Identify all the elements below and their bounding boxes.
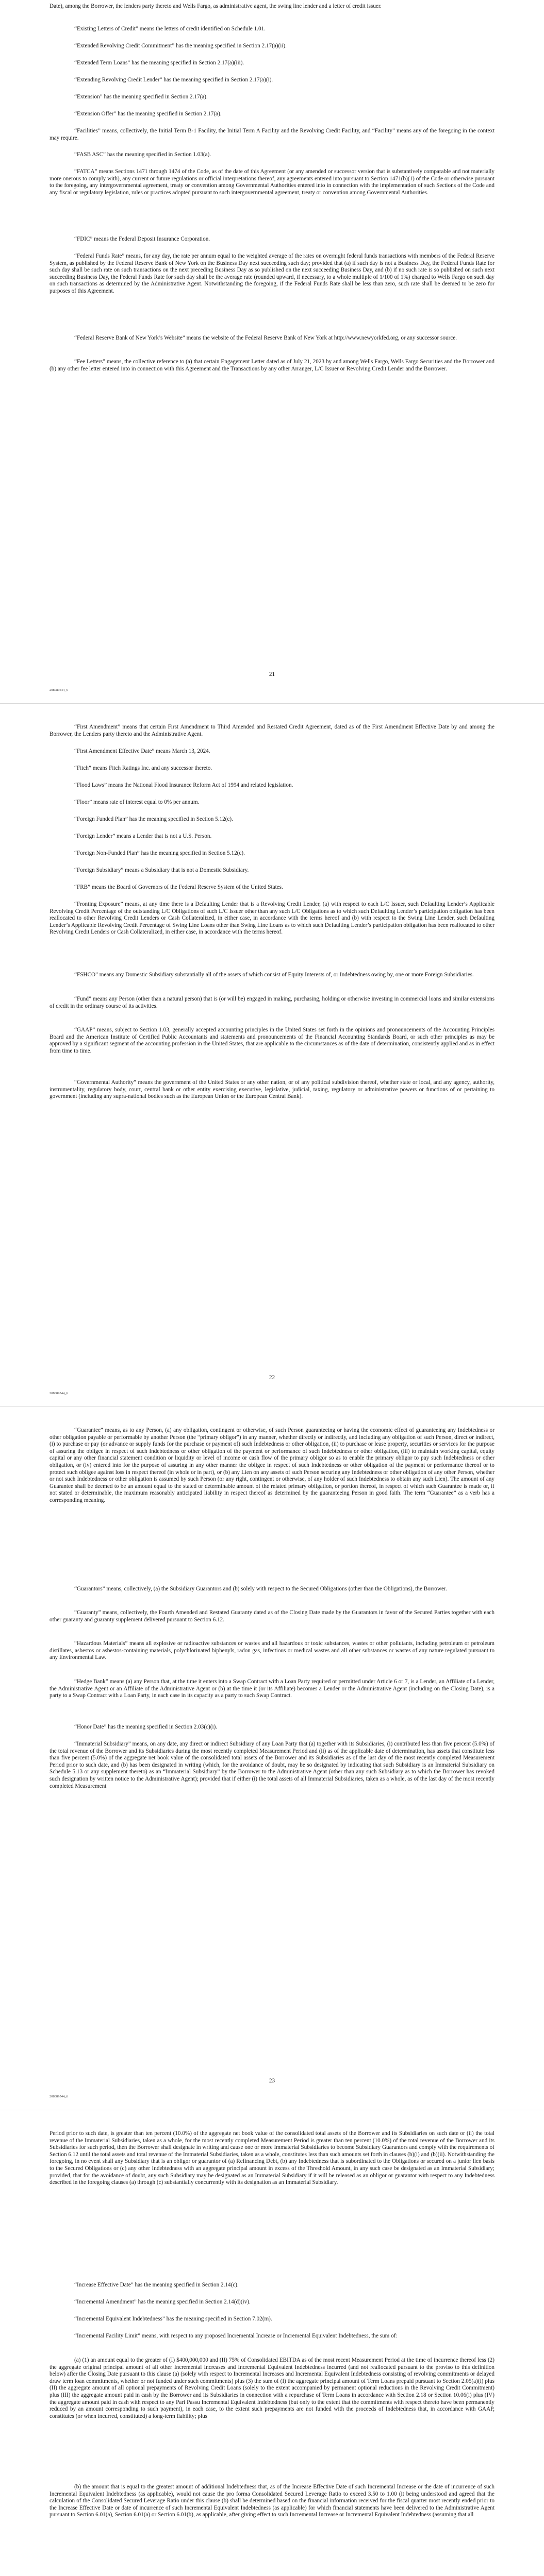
def-federal-funds-rate: “Federal Funds Rate” means, for any day, the rate per annum equal to the weighted average of the rates on overnight federal funds transactions with members of the Federal Reserve System, as published by the Federal Reserve Bank of New York on the Business Day next succeeding such day; provided that (a) if such day is not a Business Day, the Federal Funds Rate for such day shall be such rate on such transactions on the next preceding Business Day as so published on the next succeeding Business Day, and (b) if no such rate is so published on such next succeeding Business Day, the Federal Funds Rate for such day shall be the average rate (rounded upward, if necessary, to a whole multiple of 1/100 of 1%) charged to Wells Fargo on such day on such transactions as determined by the Administrative Agent. Notwithstanding the foregoing, if the Federal Funds Rate shall be less than zero, such rate shall be deemed to be zero for purposes of this Agreement. (50, 253, 494, 294)
def-extension-offer: “Extension Offer” has the meaning specified in Section 2.17(a). (74, 111, 222, 117)
def-frbny-website: “Federal Reserve Bank of New York’s Website” means the website of the Federal Reserve Bank of New York at http://www.newyorkfed.org, or any successor source. (74, 335, 457, 341)
def-extending-revolving-credit-lender: “Extending Revolving Credit Lender” has the meaning specified in Section 2.17(a)(i). (74, 77, 273, 83)
def-frb: “FRB” means the Board of Governors of the Federal Reserve System of the United States. (74, 884, 283, 890)
def-extended-revolving-credit-commitment: “Extended Revolving Credit Commitment” has the meaning specified in Section 2.17(a)(ii). (74, 43, 287, 49)
def-incremental-facility-limit: “Incremental Facility Limit” means, with respect to any proposed Incremental Increase or Incremental Equivalent Indebtedness, the sum of: (74, 2333, 398, 2339)
def-hedge-bank: “Hedge Bank” means (a) any Person that, at the time it enters into a Swap Contract with a Loan Party required or permitted under Article 6 or 7, is a Lender, an Affiliate of a Lender, the Administrative Agent or an Affiliate of the Administrative Agent or (b) at the time it (or its Affiliate) becomes a Lender or the Administrative Agent (including on the Closing Date), is a party to a Swap Contract with a Loan Party, in each case in its capacity as a party to such Swap Contract. (50, 1679, 494, 1699)
def-gaap: “GAAP” means, subject to Section 1.03, generally accepted accounting principles in the United States set forth in the opinions and pronouncements of the Accounting Principles Board and the American Institute of Certified Public Accountants and statements and pronouncements of the Financial Accounting Standards Board, or such other principles as may be approved by a significant segment of the accounting profession in the United States, that are applicable to the circumstances as of the date of determination, consistently applied and as in effect from time to time. (50, 1027, 494, 1054)
page-23 (0, 1406, 544, 2110)
document-id: 208089544_6 (50, 1392, 68, 1395)
def-foreign-funded-plan: “Foreign Funded Plan” has the meaning specified in Section 5.12(c). (74, 816, 233, 822)
def-fatca: “FATCA” means Sections 1471 through 1474 of the Code, as of the date of this Agreement (or any amended or successor version that is substantively comparable and not materially more onerous to comply with), any current or future regulations or official interpretations thereof, any agreements entered into pursuant to Section 1471(b)(1) of the Code or otherwise pursuant to the foregoing, any intergovernmental agreement, treaty or convention among Governmental Authorities entered into in connection with the implementation of such Sections of the Code and any fiscal or regulatory legislation, rules or practices adopted pursuant to such intergovernmental agreement, treaty or convention among Governmental Authorities. (50, 168, 494, 196)
def-incremental-equivalent-indebtedness: “Incremental Equivalent Indebtedness” has the meaning specified in Section 7.02(m). (74, 2316, 272, 2322)
def-fee-letters: “Fee Letters” means, the collective reference to (a) that certain Engagement Letter dated as of July 21, 2023 by and among Wells Fargo, Wells Fargo Securities and the Borrower and (b) any other fee letter entered into in connection with this Agreement and the Transactions by any other Arranger, L/C Issuer or Revolving Credit Lender and the Borrower. (50, 359, 494, 372)
page-number: 23 (269, 2078, 275, 2084)
immaterial-subsidiary-continued: Period prior to such date, is greater than ten percent (10.0%) of the aggregate net book value of the consolidated total assets of the Borrower and its Subsidiaries on such date or (ii) the total revenue of the Immaterial Subsidiaries, taken as a whole, for the most recently completed Measurement Period is greater than ten percent (10.0%) of the total revenue of the Borrower and its Subsidiaries for such period, then the Borrower shall designate in writing and cause one or more Immaterial Subsidiaries to become Subsidiary Guarantors and comply with the requirements of Section 6.12 until the total assets and total revenue of the Immaterial Subsidiaries, taken as a whole, constitutes less than such amounts set forth in clauses (b)(i) and (b)(ii). Notwithstanding the foregoing, in no event shall any Subsidiary that is an obligor or guarantor of (a) Refinancing Debt, (b) any Indebtedness that is subordinated to the Obligations or secured on a junior lien basis to the Secured Obligations or (c) any other Indebtedness with an aggregate principal amount in excess of the Threshold Amount, in any such case be designated as an Immaterial Subsidiary; provided, that for the avoidance of doubt, any such Subsidiary may be designated as an Immaterial Subsidiary if it will be released as an obligor or guarantor with respect to any Indebtedness described in the foregoing clauses (a) through (c) substantially concurrently with its designation as an Immaterial Subsidiary. (50, 2130, 494, 2186)
def-extended-term-loans: “Extended Term Loans” has the meaning specified in Section 2.17(a)(iii). (74, 60, 244, 66)
def-extension: “Extension” has the meaning specified in Section 2.17(a). (74, 94, 208, 100)
document-id: 208089544_6 (50, 2095, 68, 2098)
def-first-amendment-effective-date: “First Amendment Effective Date” means March 13, 2024. (74, 748, 210, 754)
def-guarantee: “Guarantee” means, as to any Person, (a) any obligation, contingent or otherwise, of such Person guaranteeing or having the economic effect of guaranteeing any Indebtedness or other obligation payable or performable by another Person (the “primary obligor”) in any manner, whether directly or indirectly, and including any obligation of such Person, direct or indirect, (i) to purchase or pay (or advance or supply funds for the purchase or payment of) such Indebtedness or other obligation, (ii) to purchase or lease property, securities or services for the purpose of assuring the obligee in respect of such Indebtedness or other obligation of the payment or performance of such Indebtedness or other obligation, (iii) to maintain working capital, equity capital or any other financial statement condition or liquidity or level of income or cash flow of the primary obligor so as to enable the primary obligor to pay such Indebtedness or other obligation, or (iv) entered into for the purpose of assuring in any other manner the obligee in respect of such Indebtedness or other obligation of the payment or performance thereof or to protect such obligee against loss in respect thereof (in whole or in part), or (b) any Lien on any assets of such Person securing any Indebtedness or other obligation of any other Person, whether or not such Indebtedness or other obligation is assumed by such Person (or any right, contingent or otherwise, of any holder of such Indebtedness to obtain any such Lien). The amount of any Guarantee shall be deemed to be an amount equal to the stated or determinable amount of the related primary obligation, or portion thereof, in respect of which such Guarantee is made or, if not stated or determinable, the maximum reasonably anticipated liability in respect thereof as determined by the guaranteeing Person in good faith. The term “Guarantee” as a verb has a corresponding meaning. (50, 1427, 494, 1503)
def-fshco: “FSHCO” means any Domestic Subsidiary substantially all of the assets of which consist of Equity Interests of, or Indebtedness owing by, one or more Foreign Subsidiaries. (74, 972, 474, 978)
def-fund: “Fund” means any Person (other than a natural person) that is (or will be) engaged in making, purchasing, holding or otherwise investing in commercial loans and similar extensions of credit in the ordinary course of its activities. (50, 996, 494, 1009)
def-fronting-exposure: “Fronting Exposure” means, at any time there is a Defaulting Lender that is a Revolving Credit Lender, (a) with respect to each L/C Issuer, such Defaulting Lender’s Applicable Revolving Credit Percentage of the outstanding L/C Obligations of such L/C Issuer other than any such L/C Obligations as to which such Defaulting Lender’s participation obligation has been reallocated to other Revolving Credit Lenders or Cash Collateralized, in either case, in accordance with the terms hereof and (b) with respect to the Swing Line Lender, such Defaulting Lender’s Applicable Revolving Credit Percentage of Swing Line Loans other than Swing Line Loans as to which such Defaulting Lender’s participation obligation has been reallocated to other Revolving Credit Lenders or Cash Collateralized, in either case, in accordance with the terms hereof. (50, 901, 494, 936)
def-fitch: “Fitch” means Fitch Ratings Inc. and any successor thereto. (74, 765, 212, 771)
def-foreign-non-funded-plan: “Foreign Non-Funded Plan” has the meaning specified in Section 5.12(c). (74, 850, 245, 856)
page-24 (0, 2110, 544, 2576)
document-id: 208089544_6 (50, 688, 68, 692)
def-increase-effective-date: “Increase Effective Date” has the meaning specified in Section 2.14(c). (74, 2282, 239, 2288)
def-fasb-asc: “FASB ASC” has the meaning specified in Section 1.03(a). (74, 151, 211, 158)
def-foreign-subsidiary: “Foreign Subsidiary” means a Subsidiary that is not a Domestic Subsidiary. (74, 867, 249, 873)
def-facilities: “Facilities” means, collectively, the Initial Term B-1 Facility, the Initial Term A Facility and the Revolving Credit Facility, and “Facility” means any of the foregoing in the context may require. (50, 128, 494, 141)
def-existing-letters-of-credit: “Existing Letters of Credit” means the letters of credit identified on Schedule 1.01. (74, 26, 266, 32)
page-number: 21 (269, 671, 275, 677)
def-guaranty: “Guaranty” means, collectively, the Fourth Amended and Restated Guaranty dated as of the Closing Date made by the Guarantors in favor of the Secured Parties together with each other guaranty and guaranty supplement delivered pursuant to Section 6.12. (50, 1609, 494, 1623)
def-honor-date: “Honor Date” has the meaning specified in Section 2.03(c)(i). (74, 1724, 218, 1730)
def-incremental-amendment: “Incremental Amendment” has the meaning specified in Section 2.14(d)(iv). (74, 2299, 251, 2305)
def-flood-laws: “Flood Laws” means the National Flood Insurance Reform Act of 1994 and related legislation. (74, 782, 293, 788)
page-number: 22 (269, 1375, 275, 1381)
def-foreign-lender: “Foreign Lender” means a Lender that is not a U.S. Person. (74, 833, 212, 839)
page-22 (0, 703, 544, 1406)
def-governmental-authority: “Governmental Authority” means the government of the United States or any other nation, or of any political subdivision thereof, whether state or local, and any agency, authority, instrumentality, regulatory body, court, central bank or other entity exercising executive, legislative, judicial, taxing, regulatory or administrative powers or functions of or pertaining to government (including any supra-national bodies such as the European Union or the European Central Bank). (50, 1079, 494, 1100)
def-immaterial-subsidiary: “Immaterial Subsidiary” means, on any date, any direct or indirect Subsidiary of any Loan Party that (a) together with its Subsidiaries, (i) contributed less than five percent (5.0%) of the total revenue of the Borrower and its Subsidiaries during the most recently completed Measurement Period and (ii) as of the applicable date of determination, has assets that constitute less than five percent (5.0%) of the aggregate net book value of the consolidated total assets of the Borrower and its Subsidiaries as of the last day of the most recently completed Measurement Period prior to such date, and (b) has been designated in writing (which, for the avoidance of doubt, may be so designated by indicating that such Subsidiary is an Immaterial Subsidiary on Schedule 5.13 or any supplement thereto) as an “Immaterial Subsidiary” by the Borrower to the Administrative Agent (other than any such Subsidiary as to which the Borrower has revoked such designation by written notice to the Administrative Agent); provided that if either (i) the total assets of all Immaterial Subsidiaries, taken as a whole, as of the last day of the most recently completed Measurement (50, 1741, 494, 1789)
def-hazardous-materials: “Hazardous Materials” means all explosive or radioactive substances or wastes and all hazardous or toxic substances, wastes or other pollutants, including petroleum or petroleum distillates, asbestos or asbestos-containing materials, polychlorinated biphenyls, radon gas, infectious or medical wastes and all other substances or wastes of any nature regulated pursuant to any Environmental Law. (50, 1640, 494, 1661)
def-floor: “Floor” means rate of interest equal to 0% per annum. (74, 799, 200, 805)
def-first-amendment: “First Amendment” means that certain First Amendment to Third Amended and Restated Credit Agreement, dated as of the First Amendment Effective Date by and among the Borrower, the Lenders party thereto and the Administrative Agent. (50, 724, 494, 737)
def-fdic: “FDIC” means the Federal Deposit Insurance Corporation. (74, 236, 210, 242)
page-21 (0, 0, 544, 703)
def-guarantors: “Guarantors” means, collectively, (a) the Subsidiary Guarantors and (b) solely with respect to the Secured Obligations (other than the Obligations), the Borrower. (74, 1586, 447, 1592)
incremental-facility-limit-clause-a: (a) (1) an amount equal to the greater of (I) $400,000,000 and (II) 75% of Consolidated EBITDA as of the most recent Measurement Period at the time of incurrence thereof less (2) the aggregate original principal amount of all other Incremental Increases and Incremental Equivalent Indebtedness incurred (and not reallocated pursuant to the proviso to this definition below) after the Closing Date pursuant to this clause (a) (solely with respect to Incremental Increases and Incremental Equivalent Indebtedness consisting of revolving commitments or delayed draw term loan commitments, whether or not funded under such commitments) plus (3) the sum of (I) the aggregate principal amount of Term Loans prepaid pursuant to Section 2.05(a)(i) plus (II) the aggregate amount of all optional prepayments of Revolving Credit Loans (solely to the extent accompanied by permanent optional reductions in the Revolving Credit Commitment) plus (III) the aggregate amount paid in cash by the Borrower and its Subsidiaries in connection with a repurchase of Term Loans in accordance with Section 2.18 or Section 10.06(i) plus (IV) the aggregate amount paid in cash with respect to any Pari Passu Incremental Equivalent Indebtedness (but only to the extent that the commitments with respect thereto have been permanently reduced by an amount corresponding to such payment), in each case, to the extent such prepayments are not funded with the proceeds of Indebtedness that, in accordance with GAAP, constitutes (or when incurred, constituted) a long-term liability; plus (50, 2357, 494, 2419)
page-21-intro: Date), among the Borrower, the lenders party thereto and Wells Fargo, as administrative agent, the swing line lender and a letter of credit issuer. (50, 3, 382, 9)
incremental-facility-limit-clause-b: (b) the amount that is equal to the greatest amount of additional Indebtedness that, as of the Increase Effective Date of such Incremental Increase or the date of incurrence of such Incremental Equivalent Indebtedness (as applicable), would not cause the pro forma Consolidated Secured Leverage Ratio to exceed 3.50 to 1.00 (it being understood and agreed that the calculation of the Consolidated Secured Leverage Ratio under this clause (b) shall be determined based on the financial information received for the fiscal quarter most recently ended prior to the Increase Effective Date or date of incurrence of such Incremental Equivalent Indebtedness (as applicable) for which financial statements have been delivered to the Administrative Agent pursuant to Section 6.01(a), Section 6.01(a) or Section 6.01(b), as applicable, after giving effect to such Incremental Increase or Incremental Equivalent Indebtedness (assuming that all (50, 2484, 494, 2518)
